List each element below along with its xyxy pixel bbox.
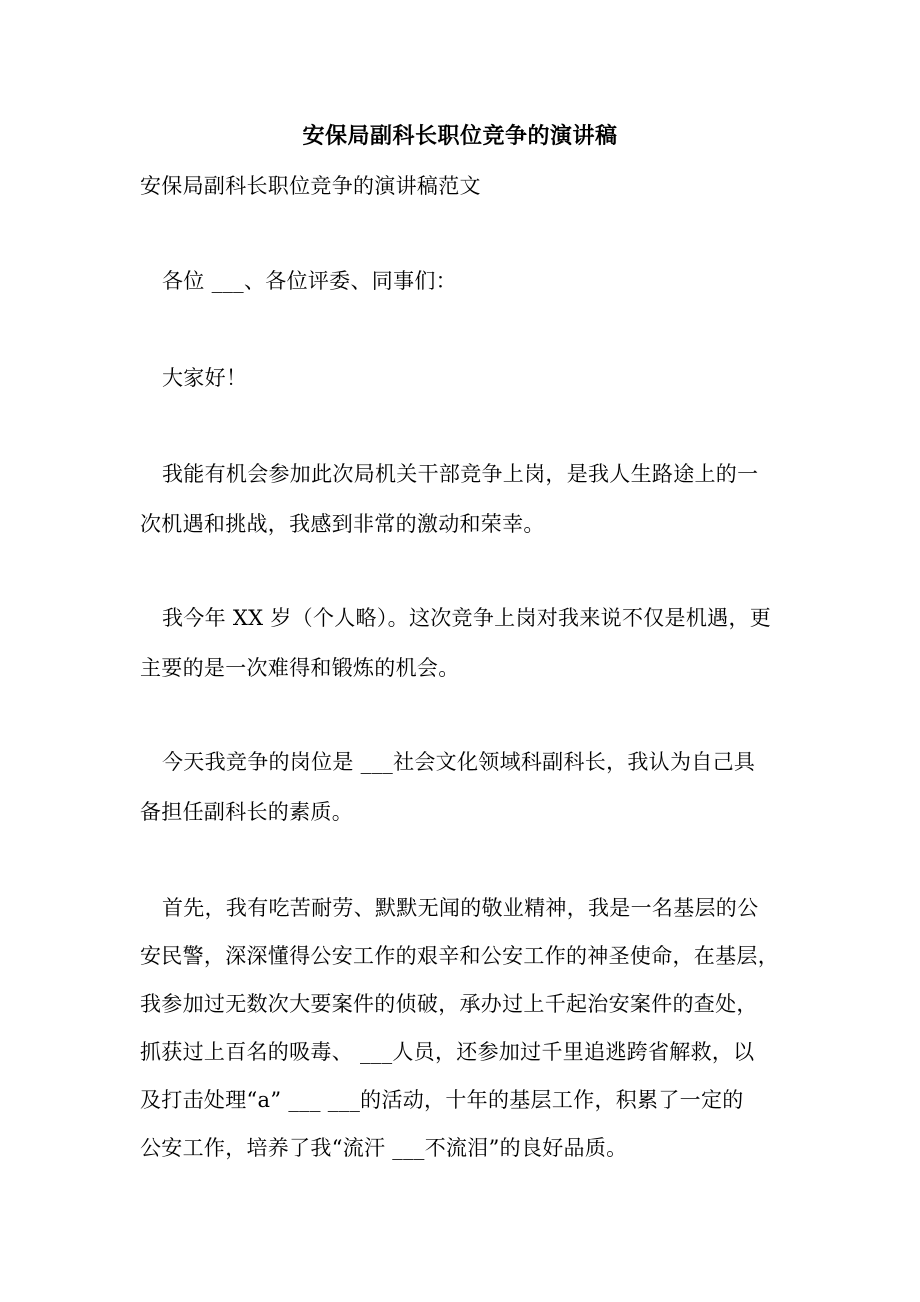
paragraph-line: 首先，我有吃苦耐劳、默默无闻的敬业精神，我是一名基层的公: [162, 896, 759, 920]
paragraph-line: 安民警，深深懂得公安工作的艰辛和公安工作的神圣使命，在基层，: [140, 944, 779, 968]
paragraph-line: 今天我竞争的岗位是 ___社会文化领域科副科长，我认为自己具: [162, 750, 756, 774]
salutation-line: 各位 ___、各位评委、同事们：: [162, 269, 457, 293]
paragraph-line: 备担任副科长的素质。: [140, 800, 353, 824]
paragraph-line: 主要的是一次难得和锻炼的机会。: [140, 656, 460, 680]
paragraph-line: 我今年 XX 岁（个人略）。这次竞争上岗对我来说不仅是机遇，更: [162, 606, 772, 630]
greeting-line: 大家好！: [162, 366, 248, 390]
paragraph-line: 我能有机会参加此次局机关干部竞争上岗，是我人生路途上的一: [162, 462, 759, 486]
paragraph-line: 及打击处理“a” ___ ___的活动，十年的基层工作，积累了一定的: [140, 1088, 744, 1112]
paragraph-line: 次机遇和挑战，我感到非常的激动和荣幸。: [140, 512, 545, 536]
document-title: 安保局副科长职位竞争的演讲稿: [302, 123, 618, 149]
document-subtitle: 安保局副科长职位竞争的演讲稿范文: [140, 174, 481, 198]
paragraph-line: 抓获过上百名的吸毒、 ___人员，还参加过千里追逃跨省解救，以: [140, 1040, 755, 1064]
paragraph-line: 公安工作，培养了我“流汗 ___不流泪”的良好品质。: [140, 1136, 628, 1160]
paragraph-line: 我参加过无数次大要案件的侦破，承办过上千起治安案件的查处，: [140, 992, 758, 1016]
